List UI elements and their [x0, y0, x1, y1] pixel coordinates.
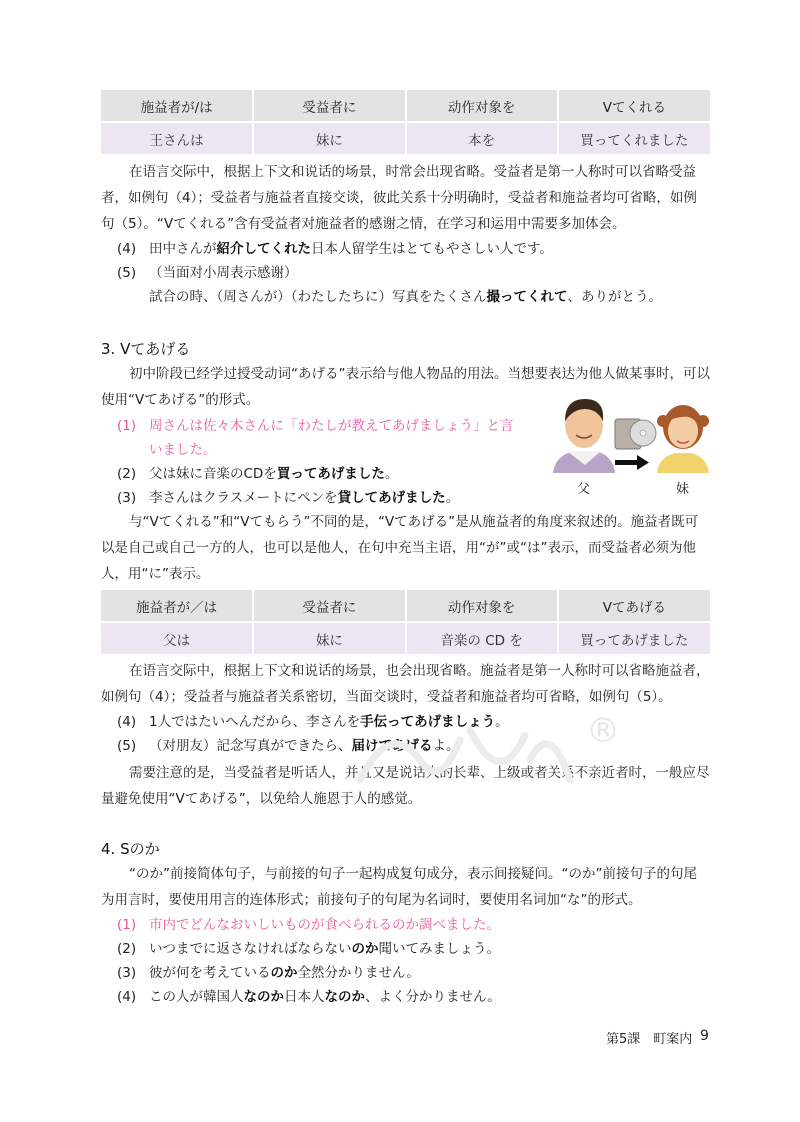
sister-label: 妹: [676, 482, 690, 497]
example-text: 聞いてみましょう。: [378, 941, 500, 957]
section-heading-4: 4. Sのか: [101, 840, 160, 858]
page-number: 9: [700, 1028, 709, 1044]
paragraph-text: 需要注意的是，当受益者是听话人，并且又是说话人的长辈、上级或者关系不亲近者时，一般应尽量避免使用“Vてあげる”，以免给人施恩于人的感觉。: [101, 765, 710, 807]
example-highlight: 手伝ってあげましょう: [360, 714, 496, 730]
example-5-kureru-sentence: [149, 285, 662, 309]
table-cell: 妹に: [253, 122, 405, 154]
sister-figure-illustration: [657, 405, 709, 473]
paragraph-kureru-omission: [101, 159, 710, 237]
example-1-ageru: [117, 414, 514, 438]
table-row: [101, 622, 710, 654]
example-text: 全然分かりません。: [297, 965, 420, 981]
example-text: 周さんは佐々木さんに「わたしが教えてあげましょう」と言: [149, 418, 514, 434]
example-number: (2): [117, 466, 137, 482]
grammar-table-kureru: [101, 90, 710, 154]
example-number: (4): [117, 714, 137, 730]
table-header-cell: 施益者が／は: [101, 590, 253, 622]
paragraph-text: 在语言交际中，根据上下文和说话的场景，也会出现省略。施益者是第一人称时可以省略施益者，如例句（4）；受益者与施益者关系密切，当面交谈时，受益者和施益者均可省略，如例句（5）。: [101, 663, 710, 705]
table-cell: 本を: [406, 122, 558, 154]
table-header-row: [101, 590, 710, 622]
example-number: (1): [117, 917, 137, 933]
watermark-logo: [350, 700, 630, 810]
table-cell: 買ってあげました: [558, 622, 710, 654]
example-number: (3): [117, 490, 137, 506]
example-highlight: 届けてあげる: [351, 738, 433, 754]
example-text: いつまでに返さなければならない: [149, 941, 352, 957]
example-3-noka: [117, 961, 420, 985]
table-cell: 買ってくれました: [558, 122, 710, 154]
example-text: 日本人留学生はとてもやさしい人です。: [311, 241, 553, 257]
example-text: よ。: [432, 738, 460, 754]
grammar-table-ageru: [101, 590, 710, 654]
example-5-kureru: [117, 261, 298, 285]
example-highlight: のか: [351, 941, 379, 957]
table-header-cell: 受益者に: [253, 90, 405, 122]
example-text: 父は妹に音楽のCDを: [149, 466, 277, 482]
example-text: 1人ではたいへんだから、李さんを: [149, 714, 361, 730]
example-highlight: 紹介してくれた: [216, 241, 311, 257]
example-text: 彼が何を考えている: [149, 965, 271, 981]
paragraph-text: 在语言交际中，根据上下文和说话的场景，时常会出现省略。受益者是第一人称时可以省略受益者，如例句（4）；受益者与施益者直接交谈，彼此关系十分明确时，受益者和施益者均可省略，如例句（5）。“Vてくれる”含有受益者对施益者的感谢之情，在学习和运用中需要多加体会。: [101, 164, 697, 232]
example-text: 、よく分かりません。: [365, 989, 501, 1005]
example-text: 。: [495, 714, 509, 730]
example-number: (3): [117, 965, 137, 981]
table-header-cell: 受益者に: [253, 590, 405, 622]
example-highlight: なのか: [243, 989, 284, 1005]
arrow-right-icon: [615, 455, 649, 470]
table-header-cell: 施益者が/は: [101, 90, 253, 122]
table-row: [101, 122, 710, 154]
example-text: （对朋友）記念写真ができたら、: [149, 738, 352, 754]
father-figure-illustration: [553, 399, 615, 473]
example-number: (1): [117, 418, 137, 434]
example-highlight: のか: [270, 965, 298, 981]
section-heading-3: 3. Vてあげる: [101, 340, 191, 358]
example-text: 田中さんが: [149, 241, 217, 257]
example-text: 。: [445, 490, 460, 506]
example-highlight: 貸してあげました: [337, 490, 446, 506]
example-text: 李さんはクラスメートにペンを: [149, 490, 338, 506]
example-text: 市内でどんなおいしいものが食べられるのか調べました。: [149, 917, 500, 933]
example-1-noka: [117, 913, 500, 937]
example-number: (4): [117, 241, 137, 257]
example-number: (5): [117, 265, 137, 281]
example-text: 試合の時、（周さんが）（わたしたちに）写真をたくさん: [149, 289, 487, 305]
illustration-giving-cd: [545, 385, 715, 500]
registered-mark: ®: [586, 711, 620, 751]
table-cell: 音楽の CD を: [406, 622, 558, 654]
table-header-row: [101, 90, 710, 122]
table-header-cell: Vてあげる: [558, 590, 710, 622]
example-text: 、ありがとう。: [567, 289, 662, 305]
paragraph-ageru-perspective: [101, 509, 710, 587]
paragraph-text: 初中阶段已经学过授受动词“あげる”表示给与他人物品的用法。当想要表达为他人做某事时，可以使用“Vてあげる”的形式。: [101, 366, 710, 408]
example-number: (5): [117, 738, 137, 754]
example-1-ageru-cont: いました。: [149, 442, 217, 458]
example-text: この人が韓国人: [149, 989, 244, 1005]
example-highlight: 撮ってくれて: [486, 289, 568, 305]
example-number: (2): [117, 941, 137, 957]
paragraph-text: 与“Vてくれる”和“Vてもらう”不同的是，“Vてあげる”是从施益者的角度来叙述的。施益者既可以是自己或自己一方的人，也可以是他人，在句中充当主语，用“が”或“は”表示，而受益者必须为他人，用“に”表示。: [101, 514, 699, 582]
example-text: 日本人: [284, 989, 325, 1005]
table-cell: 王さんは: [101, 122, 253, 154]
example-text: （当面对小周表示感谢）: [149, 265, 298, 281]
cd-gift-icon: [615, 419, 656, 449]
table-header-cell: Vてくれる: [558, 90, 710, 122]
paragraph-noka-intro: [101, 861, 710, 913]
footer-lesson-title: 第5課 町案内: [606, 1032, 693, 1047]
example-text: 。: [384, 466, 399, 482]
table-header-cell: 动作对象を: [406, 590, 558, 622]
example-4-noka: [117, 985, 501, 1009]
example-highlight: なのか: [324, 989, 365, 1005]
example-2-ageru: [117, 462, 398, 486]
paragraph-text: “のか”前接简体句子，与前接的句子一起构成复句成分，表示间接疑问。“のか”前接句子的句尾为用言时，要使用用言的连体形式；前接句子的句尾为名词时，要使用名词加“な”的形式。: [101, 866, 697, 908]
table-header-cell: 动作对象を: [406, 90, 558, 122]
example-3-ageru: [117, 486, 459, 510]
example-2-noka: [117, 937, 500, 961]
example-4-kureru: [117, 237, 553, 261]
father-label: 父: [577, 482, 591, 497]
table-cell: 父は: [101, 622, 253, 654]
table-cell: 妹に: [253, 622, 405, 654]
example-highlight: 買ってあげました: [276, 466, 385, 482]
example-number: (4): [117, 989, 137, 1005]
